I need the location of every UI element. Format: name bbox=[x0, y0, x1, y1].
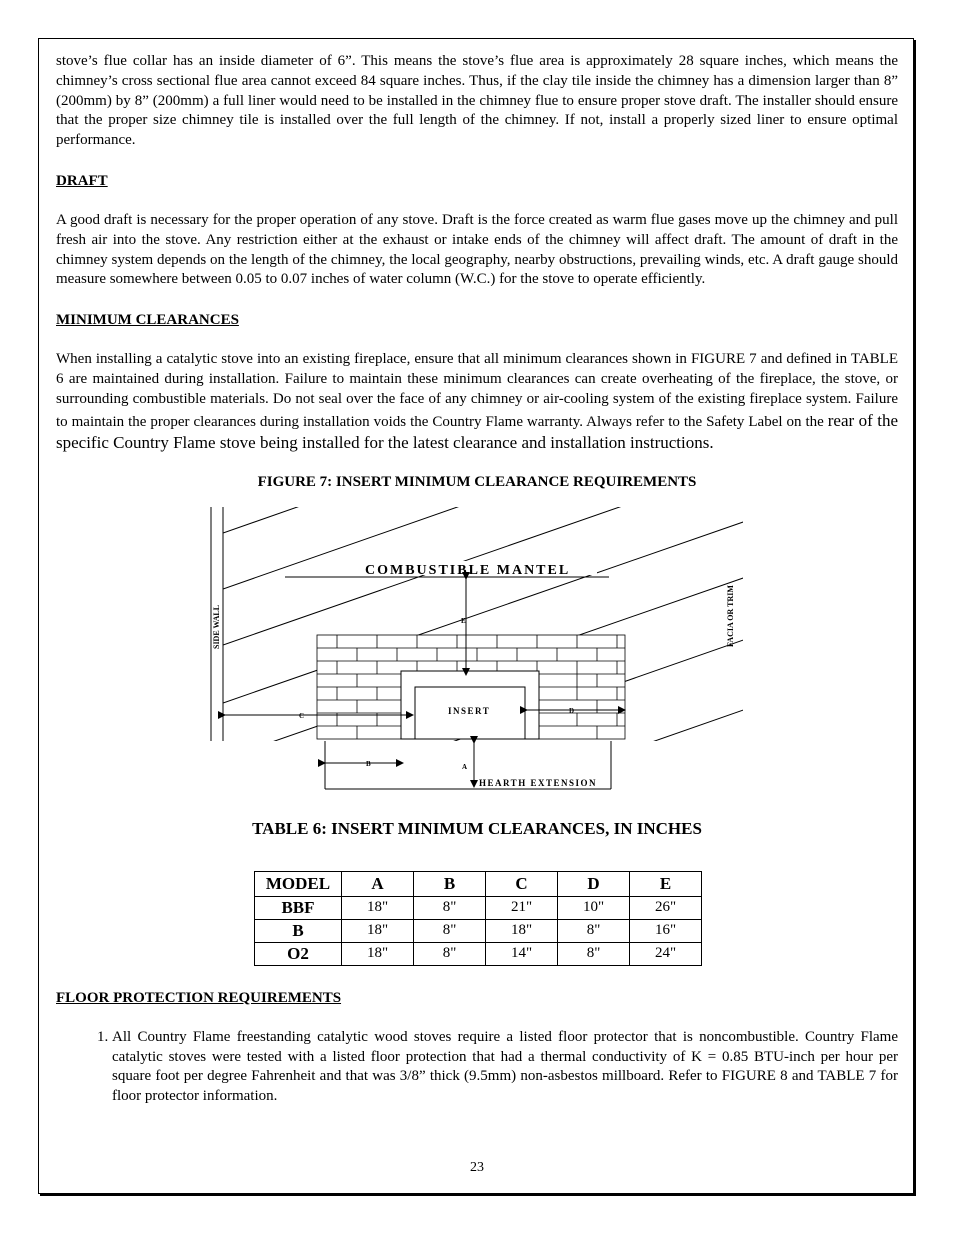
cell: 18" bbox=[342, 942, 414, 965]
side-wall-label: SIDE WALL bbox=[212, 604, 221, 649]
th-b: B bbox=[414, 871, 486, 896]
mantel-label: COMBUSTIBLE MANTEL bbox=[365, 562, 571, 578]
figure-7 bbox=[56, 507, 898, 797]
cell: 18" bbox=[342, 919, 414, 942]
clearances-heading: MINIMUM CLEARANCES bbox=[56, 312, 239, 329]
cell: 21" bbox=[486, 896, 558, 919]
dim-c-label: C bbox=[299, 711, 305, 720]
cell: 18" bbox=[342, 896, 414, 919]
clearances-text-a: When installing a catalytic stove into an existing fireplace, ensure that all minimum clearances shown in FIGURE 7 and defined in TABLE 6 are maintained during installation. Failure to maintain these minimum clearances can create overheating of the fireplace, the stove, or surrounding combustible materials. Do not seal over the face of any chimney or air-cooling system of the existing fireplace system. Failure to maintain the proper clearances during installation voids the Country Flame warranty. Always refer to the Safety Label on the bbox=[56, 351, 898, 430]
draft-heading: DRAFT bbox=[56, 172, 108, 189]
th-a: A bbox=[342, 871, 414, 896]
clearances-text-b: rear of the specific Country Flame stove being installed for the latest clearance and installation instructions. bbox=[56, 410, 899, 453]
cell: 10" bbox=[558, 896, 630, 919]
cell: 8" bbox=[414, 919, 486, 942]
dim-a-label: A bbox=[462, 762, 468, 771]
cell-model: BBF bbox=[255, 896, 342, 919]
hearth-label: HEARTH EXTENSION bbox=[479, 777, 597, 788]
cell: 14" bbox=[486, 942, 558, 965]
cell-model: O2 bbox=[255, 942, 342, 965]
dim-e-label: E bbox=[461, 616, 466, 625]
clearance-table bbox=[254, 871, 702, 966]
clearances-paragraph bbox=[56, 350, 898, 455]
insert-label: INSERT bbox=[448, 705, 491, 716]
floor-list bbox=[56, 1028, 898, 1107]
th-d: D bbox=[558, 871, 630, 896]
table-row bbox=[255, 942, 702, 965]
cell: 16" bbox=[630, 919, 702, 942]
facia-label: FACIA OR TRIM bbox=[726, 585, 735, 647]
cell: 8" bbox=[558, 942, 630, 965]
figure-caption: FIGURE 7: INSERT MINIMUM CLEARANCE REQUIREMENTS bbox=[257, 474, 697, 491]
th-e: E bbox=[630, 871, 702, 896]
clearance-diagram bbox=[209, 507, 745, 793]
cell: 8" bbox=[414, 896, 486, 919]
table-header-row bbox=[255, 871, 702, 896]
cell: 8" bbox=[414, 942, 486, 965]
th-c: C bbox=[486, 871, 558, 896]
table-row bbox=[255, 919, 702, 942]
list-item: 1. All Country Flame freestanding catalytic wood stoves require a listed floor protector that is noncombustible. Country Flame catalytic stoves were tested with a listed floor protection that had a thermal conductivity of K = 0.85 BTU-inch per hour per square foot per degree Fahrenheit and that was 3/8” thick (9.5mm) non-asbestos millboard. Refer to FIGURE 8 and TABLE 7 for floor protector information. bbox=[112, 1028, 898, 1107]
cell-model: B bbox=[255, 919, 342, 942]
th-model: MODEL bbox=[255, 871, 342, 896]
dim-d-label: D bbox=[569, 706, 575, 715]
dim-b-label: B bbox=[366, 759, 371, 768]
intro-paragraph: stove’s flue collar has an inside diameter of 6”. This means the stove’s flue area is approximately 28 square inches, which means the chimney’s cross sectional flue area cannot exceed 84 square inches. Thus, if the clay tile inside the chimney has a dimension larger than 8” (200mm) by 8” (200mm) a full liner would need to be installed in the chimney flue to ensure proper stove draft. The installer should ensure that the proper size chimney tile is installed over the full length of the chimney. If not, install a properly sized liner to ensure optimal performance. bbox=[56, 53, 898, 149]
cell: 8" bbox=[558, 919, 630, 942]
floor-heading: FLOOR PROTECTION REQUIREMENTS bbox=[56, 989, 342, 1006]
table-row bbox=[255, 896, 702, 919]
cell: 24" bbox=[630, 942, 702, 965]
page-number: 23 bbox=[470, 1160, 484, 1175]
table-title: TABLE 6: INSERT MINIMUM CLEARANCES, IN INCHES bbox=[252, 818, 702, 838]
draft-paragraph: A good draft is necessary for the proper operation of any stove. Draft is the force created as warm flue gases move up the chimney and pull fresh air into the stove. Any restriction either at the exhaust or intake ends of the chimney will affect draft. The amount of draft in the chimney system depends on the length of the chimney, the local geography, nearby obstructions, prevailing winds, etc. A draft gauge should measure somewhere between 0.05 to 0.07 inches of water column (W.C.) for the stove to operate efficiently. bbox=[56, 211, 898, 288]
page-content bbox=[56, 52, 898, 1107]
cell: 26" bbox=[630, 896, 702, 919]
cell: 18" bbox=[486, 919, 558, 942]
